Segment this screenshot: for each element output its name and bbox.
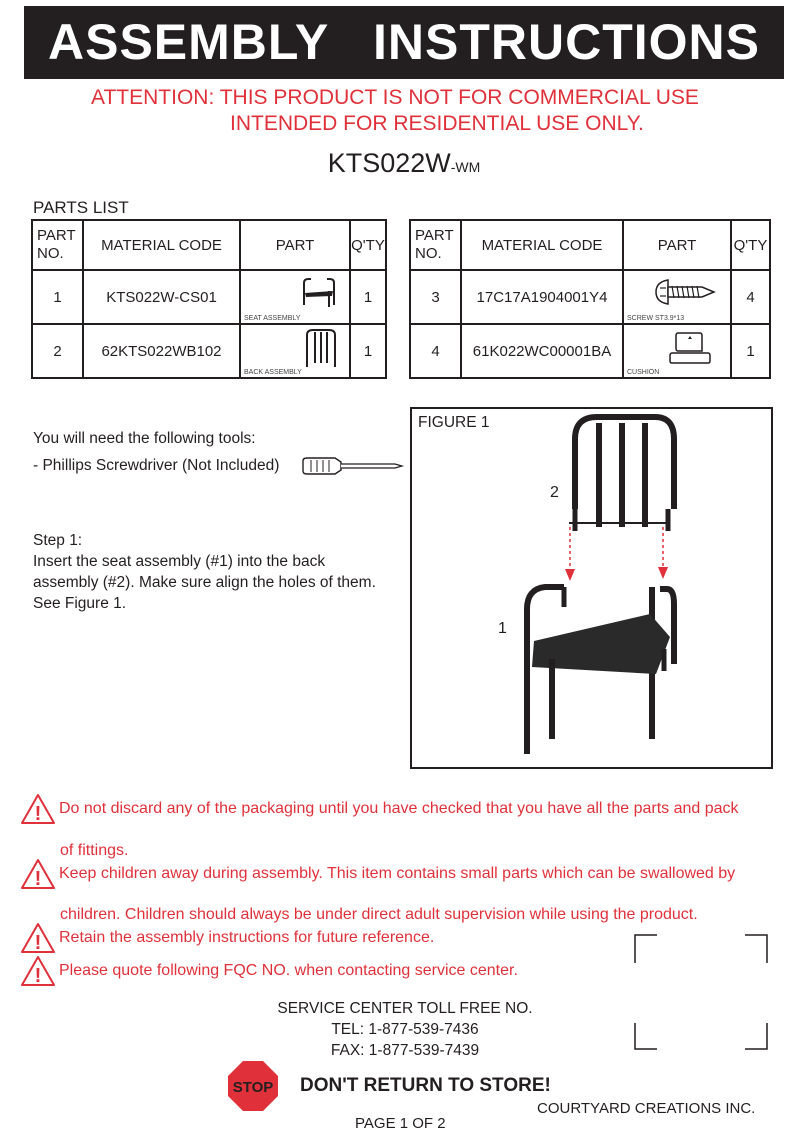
warning-2-continued: children. Children should always be under direct adult supervision while using the product. — [60, 906, 698, 923]
svg-text:!: ! — [34, 932, 42, 954]
header-part: PART — [623, 220, 731, 270]
warning-icon — [20, 793, 56, 825]
warning-1 — [20, 793, 739, 825]
step1-line-2: assembly (#2). Make sure align the holes of them. — [33, 574, 376, 591]
step1-line-3: See Figure 1. — [33, 595, 127, 612]
warning-1-continued: of fittings. — [60, 842, 129, 859]
figure-label: FIGURE 1 — [418, 414, 490, 431]
quantity: 1 — [350, 270, 386, 324]
header-part-no-line1: PART — [415, 227, 454, 244]
quantity: 1 — [731, 324, 770, 378]
step1-line-1: Insert the seat assembly (#1) into the back — [33, 553, 326, 570]
attention-line-1: ATTENTION: THIS PRODUCT IS NOT FOR COMMERCIAL USE — [91, 86, 699, 109]
header-part: PART — [240, 220, 350, 270]
warning-text: Keep children away during assembly. This item contains small parts which can be swallowed by — [59, 865, 736, 882]
header-part-no — [32, 220, 83, 270]
callout-back-assembly: 2 — [550, 484, 559, 501]
table-row — [410, 270, 770, 324]
header-qty: Q'TY — [350, 220, 386, 270]
part-caption: CUSHION — [627, 369, 660, 376]
header-material-code: MATERIAL CODE — [83, 220, 240, 270]
warning-2 — [20, 858, 735, 890]
quantity: 4 — [731, 270, 770, 324]
attention-line-2: INTENDED FOR RESIDENTIAL USE ONLY. — [230, 112, 644, 135]
warning-4 — [20, 955, 518, 987]
stop-sign-text: STOP — [232, 1079, 274, 1096]
figure-1 — [410, 407, 773, 769]
part-image-cell — [623, 324, 731, 378]
header-part-no-line1: PART — [37, 227, 76, 244]
parts-list-heading: PARTS LIST — [33, 198, 129, 217]
table-row — [32, 270, 386, 324]
stop-sign-icon — [227, 1060, 279, 1112]
screw-icon — [654, 277, 716, 307]
part-image-cell — [623, 270, 731, 324]
tools-item: - Phillips Screwdriver (Not Included) — [33, 457, 280, 474]
part-number: 2 — [32, 324, 83, 378]
warning-text: Do not discard any of the packaging until you have checked that you have all the parts and pack — [59, 800, 739, 817]
warning-icon — [20, 922, 56, 954]
svg-text:!: ! — [34, 868, 42, 890]
model-code: KTS022W — [327, 148, 451, 178]
material-code: 17C17A1904001Y4 — [461, 270, 623, 324]
header-part-no — [410, 220, 461, 270]
header-material-code: MATERIAL CODE — [461, 220, 623, 270]
service-fax: FAX: 1-877-539-7439 — [330, 1042, 480, 1059]
warning-3 — [20, 922, 434, 954]
part-number: 3 — [410, 270, 461, 324]
page-number: PAGE 1 OF 2 — [355, 1115, 446, 1132]
warning-text: Retain the assembly instructions for future reference. — [59, 929, 435, 946]
header-part-no-line2: NO. — [415, 245, 442, 262]
part-caption: SEAT ASSEMBLY — [244, 315, 301, 322]
fqc-number-frame — [633, 933, 771, 1053]
tools-intro: You will need the following tools: — [33, 430, 256, 447]
warning-text: Please quote following FQC NO. when contacting service center. — [59, 962, 518, 979]
seat-assembly-icon — [299, 275, 339, 309]
dont-return-notice: DON'T RETURN TO STORE! — [300, 1075, 551, 1096]
header-part-no-line2: NO. — [37, 245, 64, 262]
company-name: COURTYARD CREATIONS INC. — [537, 1100, 756, 1117]
parts-table-right — [409, 219, 771, 379]
table-row — [32, 324, 386, 378]
part-caption: SCREW ST3.9*13 — [627, 315, 685, 322]
table-row — [410, 324, 770, 378]
header-qty: Q'TY — [731, 220, 770, 270]
screwdriver-icon — [301, 455, 405, 477]
quantity: 1 — [350, 324, 386, 378]
svg-text:!: ! — [34, 965, 42, 987]
part-image-cell — [240, 324, 350, 378]
chair-illustration — [412, 409, 771, 767]
model-number — [0, 148, 808, 179]
part-number: 1 — [32, 270, 83, 324]
svg-text:!: ! — [34, 803, 42, 825]
service-tel: TEL: 1-877-539-7436 — [331, 1021, 479, 1038]
back-assembly-icon — [303, 327, 339, 369]
warning-icon — [20, 955, 56, 987]
service-center-line: SERVICE CENTER TOLL FREE NO. — [277, 1000, 533, 1017]
step1-heading: Step 1: — [33, 532, 83, 549]
material-code: 61K022WC00001BA — [461, 324, 623, 378]
part-caption: BACK ASSEMBLY — [244, 369, 302, 376]
parts-table-left — [31, 219, 387, 379]
warning-icon — [20, 858, 56, 890]
material-code: KTS022W-CS01 — [83, 270, 240, 324]
page-title: ASSEMBLY INSTRUCTIONS — [24, 6, 784, 79]
callout-seat-assembly: 1 — [498, 620, 507, 637]
cushion-icon — [668, 329, 712, 367]
model-suffix: -WM — [450, 159, 481, 175]
part-image-cell — [240, 270, 350, 324]
part-number: 4 — [410, 324, 461, 378]
material-code: 62KTS022WB102 — [83, 324, 240, 378]
